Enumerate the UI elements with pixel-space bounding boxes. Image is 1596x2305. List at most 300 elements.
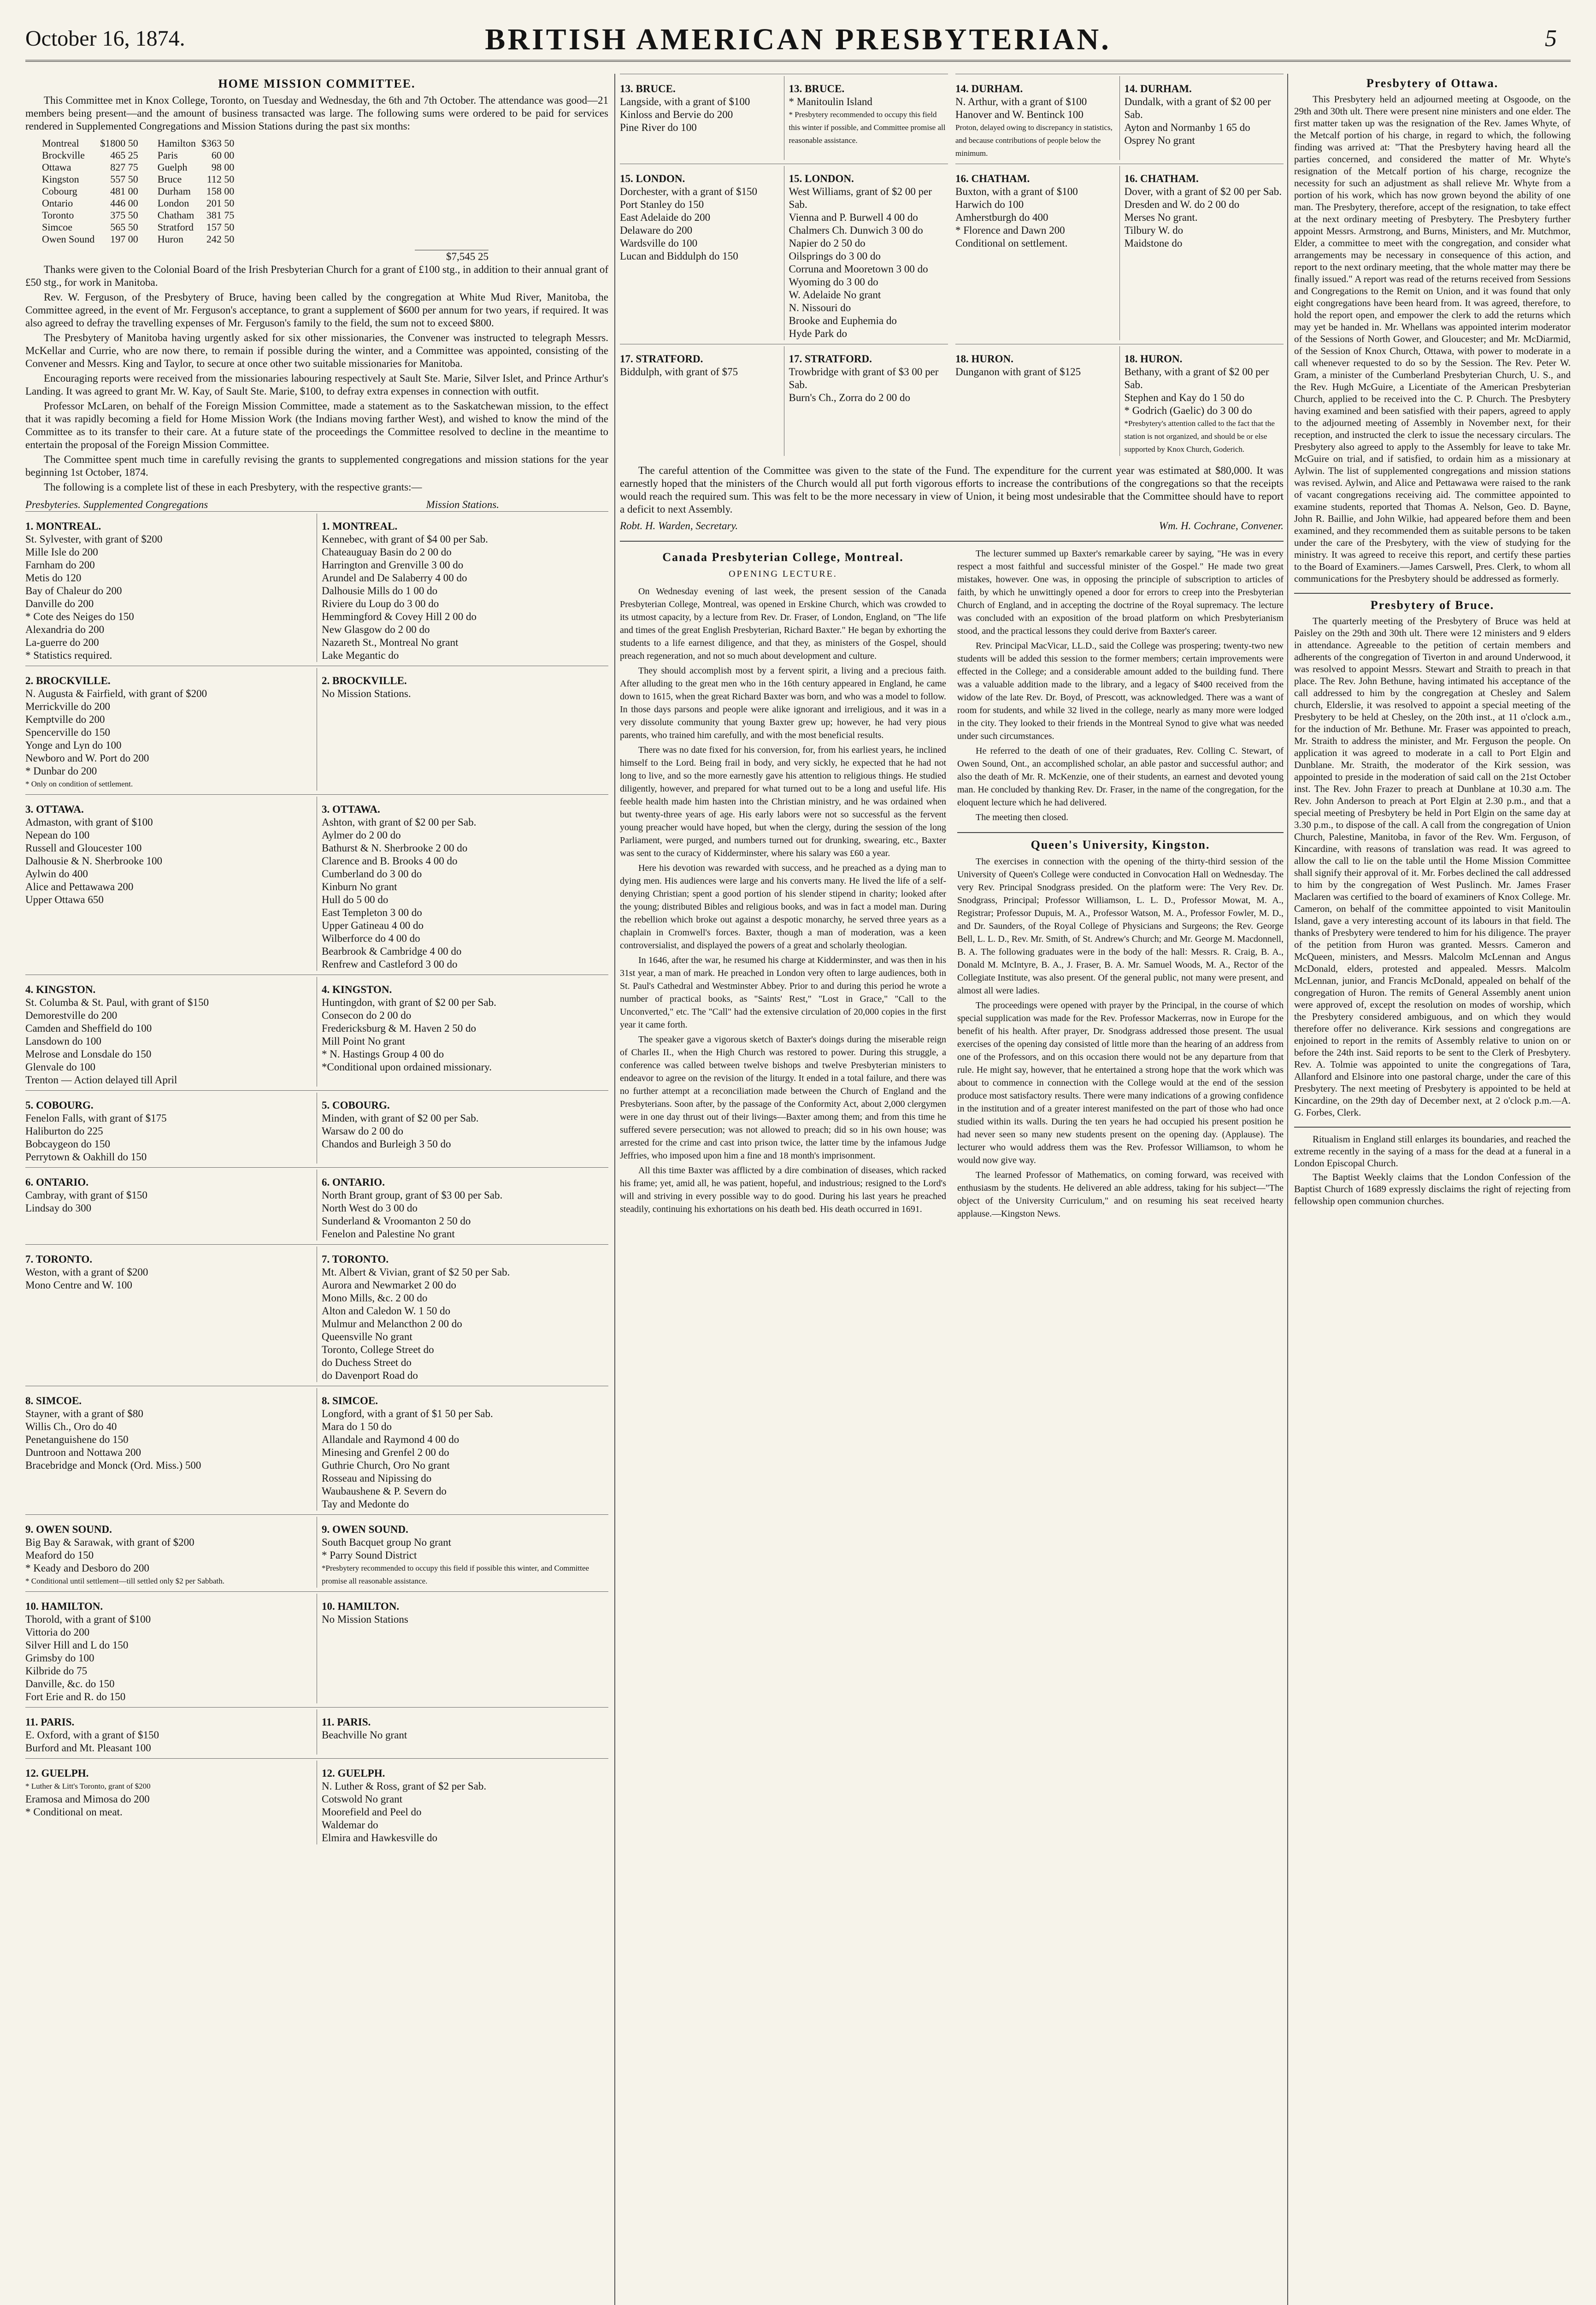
sum-amount: $363 50	[201, 137, 235, 149]
congregation-grant: * Statistics required.	[25, 650, 112, 661]
station-grant: New Glasgow do 2 00 do	[322, 624, 430, 635]
station-grant: Hemmingford & Covey Hill 2 00 do	[322, 611, 477, 622]
article-paragraph: The meeting then closed.	[976, 812, 1069, 822]
station-grant: Stephen and Kay do 1 50 do	[1124, 392, 1245, 403]
supplemented-congregations	[25, 1388, 317, 1511]
congregation-grant: * Keady and Desboro do 200	[25, 1562, 149, 1574]
station-grant: Trowbridge with grant of $3 00 per Sab.	[789, 366, 939, 390]
presbytery-grant-block	[25, 1244, 608, 1386]
presbytery-name-repeat: 13. BRUCE.	[789, 83, 845, 95]
sum-amount: 158 00	[206, 185, 235, 197]
station-grant: Riviere du Loup do 3 00 do	[322, 598, 439, 609]
home-mission-paragraph: The Committee spent much time in carefully revising the grants to supplemented congregations and mission stations for the year beginning 1st October, 1874.	[25, 454, 608, 478]
presbytery-name-repeat: 2. BROCKVILLE.	[322, 675, 407, 686]
congregation-grant: Alexandria do 200	[25, 624, 105, 635]
congregation-grant: Camden and Sheffield do 100	[25, 1022, 152, 1034]
sums-row	[39, 209, 141, 221]
presbytery-grant-block	[620, 74, 948, 164]
grants-list-part-2	[620, 74, 1284, 460]
station-grant: Aurora and Newmarket 2 00 do	[322, 1279, 456, 1291]
article-paragraph: In 1646, after the war, he resumed his charge at Kidderminster, and was then in his 31st year, a man of mark. He preached in London very often to large audiences, both in St. Paul's Cathedral and Westminster Abbey. Prior to and during this period he wrote a number of practical books, as "Saints' Rest," "Lost in Grace," "Call to the Unconverted," etc. The "Call" had the extensive circulation of 20,000 copies in the first year it came forth.	[620, 955, 946, 1030]
article-paragraph: There was no date fixed for his conversion, for, from his earliest years, he inclined himself to the Lord. Being frail in body, and very sickly, he expected that he had not long to live, and so the more earnestly gave his attention to religious things. He studied diligently, however, and prepared for what turned out to be a long and useful life. His feeble health made him hasten into the Christian ministry, and he was ordained when but twenty-three years of age. His early labors were not so successful as the fervent young preacher would have hoped, but when the clergy, during the session of the long Parliament, were purged, and numbers turned out for drunking, swearing, etc., Baxter was sent to the curacy of Kidderminster, where his salary was £60 a year.	[620, 745, 946, 858]
congregation-grant: Newboro and W. Port do 200	[25, 752, 149, 764]
supplemented-congregations	[25, 668, 317, 791]
supplemented-congregations	[25, 797, 317, 971]
mission-stations	[317, 797, 608, 971]
congregation-grant: Farnham do 200	[25, 559, 95, 571]
station-grant: Brooke and Euphemia do	[789, 315, 897, 326]
station-grant: Upper Gatineau 4 00 do	[322, 920, 424, 931]
sum-amount: 98 00	[211, 161, 235, 173]
congregation-grant: Haliburton do 225	[25, 1125, 103, 1137]
presbytery-name: Guelph	[157, 161, 188, 173]
presbytery-grant-block	[25, 1707, 608, 1758]
station-grant: *Conditional upon ordained missionary.	[322, 1061, 492, 1073]
station-grant: Chateauguay Basin do 2 00 do	[322, 546, 452, 558]
presbytery-name-repeat: 8. SIMCOE.	[322, 1395, 378, 1407]
presbytery-name: London	[157, 197, 189, 209]
convener-signature: Wm. H. Cochrane, Convener.	[1159, 520, 1284, 532]
congregation-grant: Big Bay & Sarawak, with grant of $200	[25, 1537, 194, 1548]
article-paragraph: The proceedings were opened with prayer by the Principal, in the course of which special supplication was made for the Rev. Professor Mackerras, now in Europe for the benefit of his health. After prayer, Dr. Snodgrass addressed those present. The usual exercises of the opening day consisted of little more than the hearing of an address from one of the Professors, and on this occasion there would not be any departure from that rule. He might say, however, that he entertained a strong hope that the work which was about to commence in connection with the College would at the end of the session produce most satisfactory results. There were many indications of a growing confidence in the institution and of a greater interest manifested on the part of those who had once studied within its walls. During the ten years he had occupied his present position he had never seen so many new students present on the opening day. (Applause). The lecturer who would address them was the Rev. Professor Williamson, to whom he would now give way.	[957, 1000, 1284, 1165]
presbytery-name: Hamilton	[157, 137, 196, 149]
congregation-grant: Perrytown & Oakhill do 150	[25, 1151, 147, 1163]
presbytery-name: 3. OTTAWA.	[25, 804, 84, 815]
presbytery-name: Durham	[157, 185, 191, 197]
congregation-grant: Spencerville do 150	[25, 727, 110, 738]
presbytery-name: Bruce	[157, 173, 182, 185]
presbytery-name-repeat: 12. GUELPH.	[322, 1767, 385, 1779]
congregation-grant: Danville, &c. do 150	[25, 1678, 115, 1690]
station-grant: Clarence and B. Brooks 4 00 do	[322, 855, 458, 867]
sums-row	[155, 233, 237, 245]
mission-stations	[317, 977, 608, 1087]
mission-stations	[317, 1093, 608, 1164]
presbytery-name-repeat: 17. STRATFORD.	[789, 353, 872, 365]
presbytery-grant-block	[25, 1090, 608, 1167]
congregation-grant: Eramosa and Mimosa do 200	[25, 1793, 150, 1805]
mission-stations	[317, 1388, 608, 1511]
sums-left-table	[39, 137, 141, 245]
congregation-grant: Kemptville do 200	[25, 714, 105, 725]
supplemented-congregations	[25, 977, 317, 1087]
presbytery-grant-block	[25, 1591, 608, 1707]
section-rule-3	[1294, 593, 1571, 594]
congregation-grant: Wardsville do 100	[620, 237, 698, 249]
station-grant: Beachville No grant	[322, 1729, 407, 1741]
station-grant: Corruna and Mooretown 3 00 do	[789, 263, 928, 275]
supplemented-congregations	[620, 166, 784, 340]
section-rule	[620, 541, 1284, 542]
college-subheading: OPENING LECTURE.	[729, 569, 837, 579]
congregation-grant: Burford and Mt. Pleasant 100	[25, 1742, 151, 1754]
presbytery-name: Huron	[157, 233, 183, 245]
mission-stations	[784, 166, 948, 340]
congregation-grant: Dalhousie & N. Sherbrooke 100	[25, 855, 163, 867]
station-grant: Fredericksburg & M. Haven 2 50 do	[322, 1022, 476, 1034]
supplemented-congregations	[25, 1093, 317, 1164]
sum-amount: 157 50	[206, 221, 235, 233]
station-grant: Napier do 2 50 do	[789, 237, 866, 249]
presbytery-grant-block	[955, 344, 1284, 460]
page-number: 5	[1545, 25, 1557, 52]
supplemented-congregations	[955, 166, 1120, 340]
station-grant: Rosseau and Nipissing do	[322, 1472, 432, 1484]
presbytery-name: Montreal	[42, 137, 79, 149]
sum-amount: 465 25	[110, 149, 138, 161]
sum-amount: 557 50	[110, 173, 138, 185]
presbytery-grant-block	[25, 794, 608, 975]
congregation-grant: Delaware do 200	[620, 225, 693, 236]
station-grant: Minesing and Grenfel 2 00 do	[322, 1447, 449, 1458]
sums-row	[155, 173, 237, 185]
list-header-left: Presbyteries. Supplemented Congregations	[25, 499, 208, 510]
congregation-grant: N. Augusta & Fairfield, with grant of $200	[25, 688, 207, 699]
presbytery-name-repeat: 11. PARIS.	[322, 1716, 371, 1728]
station-grant: Chalmers Ch. Dunwich 3 00 do	[789, 225, 923, 236]
station-grant: North West do 3 00 do	[322, 1202, 418, 1214]
station-grant: *Presbytery recommended to occupy this field if possible this winter, and Committee promise all reasonable assistance.	[322, 1564, 589, 1585]
presbytery-name-repeat: 6. ONTARIO.	[322, 1176, 385, 1188]
station-grant: * N. Hastings Group 4 00 do	[322, 1048, 444, 1060]
station-grant: N. Luther & Ross, grant of $2 per Sab.	[322, 1780, 487, 1792]
supplemented-congregations	[955, 346, 1120, 456]
station-grant: do Duchess Street do	[322, 1357, 412, 1368]
sum-amount: 381 75	[206, 209, 235, 221]
station-grant: * Manitoulin Island	[789, 96, 872, 107]
sums-table	[39, 137, 608, 245]
presbytery-name: 7. TORONTO.	[25, 1253, 93, 1265]
station-grant: Ashton, with grant of $2 00 per Sab.	[322, 816, 477, 828]
station-grant: do Davenport Road do	[322, 1370, 418, 1381]
sum-amount: 565 50	[110, 221, 138, 233]
presbytery-name: Chatham	[157, 209, 194, 221]
station-grant: Mill Point No grant	[322, 1035, 405, 1047]
station-grant: Aylmer do 2 00 do	[322, 829, 401, 841]
presbytery-grant-block	[25, 975, 608, 1090]
section-rule-4	[1294, 1127, 1571, 1128]
congregation-grant: Vittoria do 200	[25, 1626, 90, 1638]
station-grant: Moorefield and Peel do	[322, 1806, 422, 1818]
congregation-grant: Merrickville do 200	[25, 701, 110, 712]
article-paragraph: All this time Baxter was afflicted by a dire combination of diseases, which racked his frame; yet, amid all, he was patient, hopeful, and industrious; resigned to the Lord's will and striving in every possible way to do good. During his last years he preached steadily, continuing his exhortations on his death bed. His death occurred in 1691.	[620, 1165, 946, 1214]
station-grant: Bethany, with a grant of $2 00 per Sab.	[1124, 366, 1269, 390]
presbytery-name: Owen Sound	[42, 233, 95, 245]
station-grant: Consecon do 2 00 do	[322, 1010, 412, 1021]
home-mission-paragraph: Encouraging reports were received from the missionaries labouring respectively at Sault Ste. Marie, Silver Islet, and Prince Arthur's Landing. It was agreed to grant Mr. W. Kay, of Sault Ste. Marie, $100, to defray extra expenses in connection with outfit.	[25, 372, 608, 397]
ottawa-text: This Presbytery held an adjourned meeting at Osgoode, on the 29th and 30th ult. There were present nine ministers and one elder. The first matter taken up was the resignation of the Rev. James Whyte, of the Metcalf portion of his charge, in regard to which, the following finding was arrived at: "That the Presbytery having heard all the parties concerned, and considered the matter of Mr. Whyte's resignation of the Metcalf portion of his charge, recognize the necessity for such an adjustment as shall relieve Mr. Whyte from a portion of his work, which has now grown beyond the ability of one man. The Presbytery, therefore, accept of the resignation, to take effect at the next ordinary meeting of Presbytery. The Presbytery further appoint Messrs. Armstrong, and Burns, Ministers, and Mr. Mutchmor, Elder, a committee to meet with the congregation, and consider what arrangements may be necessary in consequence of this action, and report to the next ordinary meeting, that the whole matter may there be finally issued." A report was read of the returns received from Sessions and Congregations to the Remit on Union, and it was found that only eight congregations have been heard from. It was agreed, therefore, to hold the report open, and empower the clerk to add the returns which may yet be handed in. Mr. Whellans was appointed interim moderator of the Sessions of North Gower, and Gloucester; and Mr. McDiarmid, of the Session of Knox Church, Ottawa, with power to moderate in a call whenever requested to do so by the Session. The Rev. Peter W. Gram, a minister of the Cumberland Presbyterian Church, U. S., and the Rev. Hugh McGuire, a Licentiate of the American Presbyterian Church, applied to be received into the C. P. Church. The Presbytery having examined and been satisfied with their papers, agreed to apply to the adjourned meeting of Assembly in November next, for their reception, and instructed the clerk to issue the necessary circulars. The Presbytery also agreed to apply to the Assembly for leave to take Mr. McGuire on trial, and if satisfied, to ordain him as a missionary at Aylwin. The list of supplemented congregations and mission stations was revised. Aylwin, and Alice and Pettawawa were raised to the rank of vacant congregations receiving aid. The committee appointed to examine students, reported that Thomas A. Nelson, Geo. D. Bayne, John R. Baillie, and John Wilkie, had appeared before them and been examined, and they recommended them as suitable persons to be taken under the care of the Presbytery, with the view of studying for the ministry. It was agreed to receive this report, and certify these parties to the Board of Examiners.—James Carswell, Pres. Clerk, to whom all communications for the Presbytery should be addressed as formerly.	[1294, 94, 1571, 584]
closing-text: The careful attention of the Committee was given to the state of the Fund. The expenditure for the current year was estimated at $80,000. It was earnestly hoped that the ministers of the Church would all put forth vigorous efforts to increase the contributions of the congregations so that the receipts would reach the required sum. This was felt to be the more necessary in view of Union, it being most undesirable that the Committee should have to report a deficit to next Assembly.	[620, 465, 1284, 515]
congregation-grant: Glenvale do 100	[25, 1061, 96, 1073]
congregation-grant: Proton, delayed owing to discrepancy in statistics, and because contributions of people below the minimum.	[955, 123, 1113, 158]
signatures	[620, 520, 1284, 532]
station-grant: Renfrew and Castleford 3 00 do	[322, 958, 458, 970]
station-grant: Waubaushene & P. Severn do	[322, 1485, 447, 1497]
mission-stations	[1120, 166, 1284, 340]
congregation-grant: Russell and Gloucester 100	[25, 842, 142, 854]
supplemented-congregations	[25, 1709, 317, 1755]
congregation-grant: Grimsby do 100	[25, 1652, 94, 1664]
congregation-grant: * Cote des Neiges do 150	[25, 611, 134, 622]
congregation-grant: * Conditional until settlement—till settled only $2 per Sabbath.	[25, 1577, 225, 1585]
station-grant: Osprey No grant	[1124, 135, 1195, 146]
congregation-grant: Bobcaygeon do 150	[25, 1138, 110, 1150]
secretary-signature: Robt. H. Warden, Secretary.	[620, 520, 738, 532]
queens-heading: Queen's University, Kingston.	[1031, 838, 1210, 851]
congregation-grant: Lucan and Biddulph do 150	[620, 250, 738, 262]
congregation-grant: Nepean do 100	[25, 829, 90, 841]
presbytery-grant-block	[620, 344, 948, 460]
sums-row	[39, 233, 141, 245]
article-paragraph: They should accomplish most by a fervent spirit, a living and a precious faith. After alluding to the great men who in the 16th century appeared in England, he came down to 1615, when the great Richard Baxter was born, and who was a model to follow. In those days parsons and people were alike ignorant and irreligious, and it was in a very dissolute community that young Baxter grew up; however, he had very pious parents, who trained him carefully, and with the most beneficial results.	[620, 666, 946, 740]
congregation-grant: Duntroon and Nottawa 200	[25, 1447, 141, 1458]
bruce-heading: Presbytery of Bruce.	[1370, 598, 1495, 612]
sums-row	[39, 197, 141, 209]
mission-stations	[317, 668, 608, 791]
station-grant: West Williams, grant of $2 00 per Sab.	[789, 186, 932, 210]
congregation-grant: Aylwin do 400	[25, 868, 88, 880]
sums-row	[39, 221, 141, 233]
station-grant: Oilsprings do 3 00 do	[789, 250, 881, 262]
station-grant: Maidstone do	[1124, 237, 1183, 249]
presbytery-name: 12. GUELPH.	[25, 1767, 89, 1779]
presbytery-name: 16. CHATHAM.	[955, 173, 1030, 184]
presbytery-grant-block	[620, 164, 948, 344]
list-header	[25, 498, 608, 511]
presbytery-grant-block	[955, 74, 1284, 164]
sums-total: $7,545 25	[415, 250, 489, 263]
station-grant: Tay and Medonte do	[322, 1498, 409, 1510]
supplemented-congregations	[620, 346, 784, 456]
station-grant: Wyoming do 3 00 do	[789, 276, 878, 288]
station-grant: N. Nissouri do	[789, 302, 851, 313]
station-grant: Minden, with grant of $2 00 per Sab.	[322, 1112, 479, 1124]
station-grant: Dover, with a grant of $2 00 per Sab.	[1124, 186, 1282, 197]
column-rule	[614, 74, 615, 2305]
sums-row	[155, 221, 237, 233]
station-grant: Waldemar do	[322, 1819, 378, 1831]
supplemented-congregations	[955, 76, 1120, 160]
station-grant: Alton and Caledon W. 1 50 do	[322, 1305, 451, 1317]
congregation-grant: St. Columba & St. Paul, with grant of $150	[25, 997, 209, 1008]
presbytery-name: 5. COBOURG.	[25, 1099, 94, 1111]
station-grant: Hyde Park do	[789, 328, 847, 339]
home-mission-paragraph: The Presbytery of Manitoba having urgently asked for six other missionaries, the Convener was instructed to telegraph Messrs. McKellar and Currie, who are now there, to remain if possible during the winter, and a Committee was appointed, consisting of the Convener and Messrs. King and Taylor, to secure at once other two suitable missionaries for Manitoba.	[25, 332, 608, 369]
station-grant: Kinburn No grant	[322, 881, 397, 892]
congregation-grant: Danville do 200	[25, 598, 94, 609]
station-grant: Allandale and Raymond 4 00 do	[322, 1434, 459, 1445]
column-rule-2	[1287, 74, 1288, 2305]
grants-list-part-1	[25, 511, 608, 1848]
congregation-grant: Melrose and Lonsdale do 150	[25, 1048, 152, 1060]
sum-amount: 446 00	[110, 197, 138, 209]
congregation-grant: Dunganon with grant of $125	[955, 366, 1081, 378]
supplemented-congregations	[25, 1170, 317, 1241]
college-col-2	[957, 547, 1284, 1222]
congregation-grant: Bay of Chaleur do 200	[25, 585, 122, 597]
station-grant: Lake Megantic do	[322, 650, 399, 661]
presbytery-name-repeat: 5. COBOURG.	[322, 1099, 390, 1111]
congregation-grant: Yonge and Lyn do 100	[25, 739, 122, 751]
station-grant: Longford, with a grant of $1 50 per Sab.	[322, 1408, 493, 1419]
presbytery-name: Stratford	[157, 221, 194, 233]
station-grant: Bathurst & N. Sherbrooke 2 00 do	[322, 842, 468, 854]
masthead	[25, 9, 1571, 62]
congregation-grant: La-guerre do 200	[25, 637, 99, 648]
congregation-grant: Cambray, with grant of $150	[25, 1189, 147, 1201]
mission-stations	[1120, 346, 1284, 456]
sum-amount: 827 75	[110, 161, 138, 173]
article-paragraph: On Wednesday evening of last week, the present session of the Canada Presbyterian College, Montreal, was opened in Erskine Church, which was crowded to its utmost capacity, by a lecture from Rev. Dr. Fraser, of London, England, on "The life and times of the great English Presbyterian, Richard Baxter." He began by exhorting the students to a life earnest diligence, and that they, as ministers of the Gospel, should preach regeneration, and not so much about development and culture.	[620, 586, 946, 661]
presbytery-name-repeat: 3. OTTAWA.	[322, 804, 380, 815]
supplemented-congregations	[25, 1761, 317, 1844]
station-grant: * Parry Sound District	[322, 1549, 417, 1561]
presbytery-grant-block	[955, 164, 1284, 344]
sums-row	[155, 197, 237, 209]
sums-right-table	[155, 137, 237, 245]
station-grant: Nazareth St., Montreal No grant	[322, 637, 459, 648]
station-grant: Ayton and Normanby 1 65 do	[1124, 122, 1250, 133]
station-grant: Dresden and W. do 2 00 do	[1124, 199, 1240, 210]
station-grant: Harrington and Grenville 3 00 do	[322, 559, 464, 571]
presbytery-name: 2. BROCKVILLE.	[25, 675, 111, 686]
station-grant: Huntingdon, with grant of $2 00 per Sab.	[322, 997, 496, 1008]
station-grant: No Mission Stations.	[322, 688, 411, 699]
congregation-grant: Silver Hill and L do 150	[25, 1639, 129, 1651]
queens-text	[957, 855, 1284, 1220]
mission-stations	[317, 1247, 608, 1382]
presbytery-name: Kingston	[42, 173, 79, 185]
sum-amount: 242 50	[206, 233, 235, 245]
college-col-1	[620, 547, 946, 1222]
mission-stations	[317, 1761, 608, 1844]
sum-amount: 112 50	[206, 173, 235, 185]
congregation-grant: Admaston, with grant of $100	[25, 816, 153, 828]
congregation-grant: Penetanguishene do 150	[25, 1434, 129, 1445]
station-grant: Wilberforce do 4 00 do	[322, 933, 420, 944]
station-grant: *Presbytery's attention called to the fact that the station is not organized, and should be or else supported by Knox Church, Goderich.	[1124, 419, 1275, 454]
presbytery-name-repeat: 10. HAMILTON.	[322, 1601, 400, 1612]
congregation-grant: Trenton — Action delayed till April	[25, 1074, 177, 1086]
congregation-grant: * Florence and Dawn 200	[955, 225, 1065, 236]
station-grant: Chandos and Burleigh 3 50 do	[322, 1138, 451, 1150]
presbytery-name: 4. KINGSTON.	[25, 984, 96, 995]
station-grant: Mt. Albert & Vivian, grant of $2 50 per Sab.	[322, 1266, 510, 1278]
station-grant: Fenelon and Palestine No grant	[322, 1228, 455, 1240]
presbytery-name-repeat: 16. CHATHAM.	[1124, 173, 1199, 184]
sum-amount: $1800 50	[100, 137, 138, 149]
newspaper-title: BRITISH AMERICAN PRESBYTERIAN.	[485, 23, 1111, 56]
mission-stations	[1120, 76, 1284, 160]
sum-amount: 60 00	[211, 149, 235, 161]
station-grant: Kennebec, with grant of $4 00 per Sab.	[322, 533, 488, 545]
article-paragraph: The exercises in connection with the opening of the thirty-third session of the University of Queen's College were conducted in Convocation Hall on Wednesday. The very Rev. Principal Snodgrass presided. On the platform were: The Very Rev. Dr. Snodgrass, Principal; Professor Williamson, L. L. D., Professor Mowat, M. A., Registrar; Professor Dupuis, M. A., Professor Watson, M. A., Professor Fowler, M. D., and Dr. Saunders, of the Royal College of Physicians and Surgeons; the Rev. George Bell, L. L. D., Rev. Mr. Smith, of St. Andrew's Church; and Mr. George M. Macdonnell, B. A. The following graduates were in the body of the hall: Messrs. R. Craig, B. A., Donald M. McIntyre, B. A., J. Fraser, B. A. Mr. Samuel Woods, M. A., Rector of the Collegiate Institute, was also present. Of the general public, not many were present, and almost all were ladies.	[957, 857, 1284, 996]
section-rule-2	[957, 832, 1284, 833]
bruce-text: The quarterly meeting of the Presbytery of Bruce was held at Paisley on the 29th and 30th ult. There were 12 ministers and 9 elders in attendance. Agreeable to the petition of certain members and adherents of the congregation of Tiverton in and around Underwood, it was resolved to appoint Messrs. Stewart and Straith to preach in that place. The Rev. John Bethune, having intimated his acceptance of the call addressed to him by the congregation at Chesley and Salem church, Elderslie, it was resolved to appoint a special meeting of the Presbytery to be held at Chesley, on the 20th inst., at 11 o'clock a.m., for the induction of Mr. Bethune. Mr. Fraser was appointed to preach, Mr. Straith to address the minister, and Mr. Ferguson the people. On application it was agreed to moderate in a call to Port Elgin and Dunblane. Mr. Straith, the moderator of the Kirk session, was appointed to preside in the moderation of said call on the 21st October inst. The Rev. John Frazer to preach at Dunblane at 10.30 a.m. The Rev. John Anderson to preach at Port Elgin at 2.30 p.m., and that a special meeting of Presbytery be held in Port Elgin on the same day at 3.30 p.m., to dispose of the call. A call from the congregation of Union Church, Palestine, Manitoba, in favor of the Rev. Wm. Ferguson, of Kincardine, with reasons of translation was read. It was agreed to allow the call to lie on the table until the Home Mission Committee shall signify their approval of it. Mr. Forbes declined the call addressed to him by the congregation of West Puslinch. Mr. James Fraser Maclaren was certified to the board of examiners of Knox College. Mr. Cameron, on behalf of the committee appointed to visit Manitoulin Island, gave a very interesting account of its labours in that field. The thanks of Presbytery were tendered to him for his diligence. The prayer of the petition from Huron was granted. Messrs. Cameron and McQueen, ministers, and Messrs. Malcolm McLennan and Angus McDonald, elders, protested and appealed. Messrs. Malcolm McLennan, junior, and Francis McDonald, appealed on behalf of the congregation of Huron. The remits of General Assembly anent union were approved of, except the resolution on modes of worship, which the Presbytery considered ambiguous, and on which they would therefore offer no deliverance. Kirk sessions and congregations are enjoined to report in the remits of Assembly relative to union on or before the 24th inst. Said reports to be sent to the Clerk of Presbytery. Rev. A. Tolmie was appointed to unite the congregations of Tara, Allanford and Elsinore into one pastoral charge, under the care of this Presbytery. The next meeting of Presbytery is appointed to be held at Kincardine, on the 29th day of December next, at 2 o'clock p.m.—A. G. Forbes, Clerk.	[1294, 615, 1571, 1118]
station-grant: Arundel and De Salaberry 4 00 do	[322, 572, 467, 584]
station-grant: Hull do 5 00 do	[322, 894, 389, 905]
congregation-grant: Stayner, with a grant of $80	[25, 1408, 143, 1419]
station-grant: W. Adelaide No grant	[789, 289, 881, 301]
mission-stations	[317, 1170, 608, 1241]
mission-stations	[317, 1709, 608, 1755]
sum-amount: 481 00	[110, 185, 138, 197]
congregation-grant: Meaford do 150	[25, 1549, 94, 1561]
congregation-grant: Mille Isle do 200	[25, 546, 98, 558]
sums-row	[39, 161, 141, 173]
station-grant: Warsaw do 2 00 do	[322, 1125, 404, 1137]
station-grant: Dundalk, with a grant of $2 00 per Sab.	[1124, 96, 1271, 120]
station-grant: Merses No grant.	[1124, 212, 1198, 223]
congregation-grant: Harwich do 100	[955, 199, 1024, 210]
station-grant: Toronto, College Street do	[322, 1344, 434, 1355]
presbytery-name: 8. SIMCOE.	[25, 1395, 82, 1407]
congregation-grant: * Only on condition of settlement.	[25, 780, 133, 788]
supplemented-congregations	[25, 1517, 317, 1588]
sum-amount: 197 00	[110, 233, 138, 245]
presbytery-name-repeat: 15. LONDON.	[789, 173, 854, 184]
presbytery-name: Brockville	[42, 149, 85, 161]
station-grant: Mono Mills, &c. 2 00 do	[322, 1292, 428, 1304]
congregation-grant: E. Oxford, with a grant of $150	[25, 1729, 159, 1741]
supplemented-congregations	[25, 514, 317, 662]
home-mission-column	[25, 74, 608, 1848]
home-mission-paragraph: Thanks were given to the Colonial Board of the Irish Presbyterian Church for a grant of £100 stg., in addition to their annual grant of £50 stg., for work in Manitoba.	[25, 264, 608, 288]
presbytery-name: Ottawa	[42, 161, 71, 173]
mission-stations	[317, 1517, 608, 1588]
sums-row	[39, 149, 141, 161]
presbytery-name: 1. MONTREAL.	[25, 520, 101, 532]
presbytery-grant-block	[25, 1514, 608, 1591]
home-mission-paragraph: Professor McLaren, on behalf of the Foreign Mission Committee, made a statement as to the Saskatchewan mission, to the effect that it was rapidly becoming a field for Home Mission Work (the Indians moving farther West), and wished to know the mind of the Committee as to its transfer to their care. At a future state of the proceedings the Committee resolved to decline in the meantime to entertain the proposal of the Foreign Mission Committee.	[25, 400, 608, 450]
congregation-grant: Hanover and W. Bentinck 100	[955, 109, 1084, 120]
station-grant: East Templeton 3 00 do	[322, 907, 422, 918]
sums-row	[39, 137, 141, 149]
congregation-grant: Thorold, with a grant of $100	[25, 1614, 151, 1625]
presbytery-name: 10. HAMILTON.	[25, 1601, 103, 1612]
congregation-grant: St. Sylvester, with grant of $200	[25, 533, 163, 545]
ottawa-heading: Presbytery of Ottawa.	[1366, 77, 1499, 90]
mission-stations	[784, 76, 948, 160]
station-grant: Tilbury W. do	[1124, 225, 1184, 236]
college-section	[620, 547, 1284, 1222]
sums-row	[155, 149, 237, 161]
supplemented-congregations	[25, 1594, 317, 1703]
mission-stations	[317, 514, 608, 662]
congregation-grant: Mono Centre and W. 100	[25, 1279, 132, 1291]
presbytery-column	[1294, 74, 1571, 1209]
station-grant: Mulmur and Melancthon 2 00 do	[322, 1318, 462, 1330]
presbytery-name: Simcoe	[42, 221, 72, 233]
home-mission-paragraph: The following is a complete list of these in each Presbytery, with the respective grants:—	[44, 481, 422, 493]
congregation-grant: Pine River do 100	[620, 122, 697, 133]
sums-row	[155, 185, 237, 197]
home-mission-paragraphs	[25, 263, 608, 494]
congregation-grant: Lindsay do 300	[25, 1202, 92, 1214]
congregation-grant: Fenelon Falls, with grant of $175	[25, 1112, 167, 1124]
home-mission-intro: This Committee met in Knox College, Toronto, on Tuesday and Wednesday, the 6th and 7th October. The attendance was good—21 members being present—and the amount of business transacted was large. The following sums were ordered to be paid for services rendered in Supplemented Congregations and Mission Stations during the past six months:	[25, 95, 608, 132]
station-grant: Burn's Ch., Zorra do 2 00 do	[789, 392, 911, 403]
congregation-grant: N. Arthur, with a grant of $100	[955, 96, 1087, 107]
station-grant: Sunderland & Vroomanton 2 50 do	[322, 1215, 471, 1227]
congregation-grant: Amherstburgh do 400	[955, 212, 1048, 223]
presbytery-grant-block	[25, 511, 608, 666]
congregation-grant: Weston, with a grant of $200	[25, 1266, 148, 1278]
congregation-grant: * Dunbar do 200	[25, 765, 97, 777]
presbytery-name: 11. PARIS.	[25, 1716, 75, 1728]
congregation-grant: Fort Erie and R. do 150	[25, 1691, 126, 1702]
congregation-grant: Bracebridge and Monck (Ord. Miss.) 500	[25, 1460, 201, 1471]
